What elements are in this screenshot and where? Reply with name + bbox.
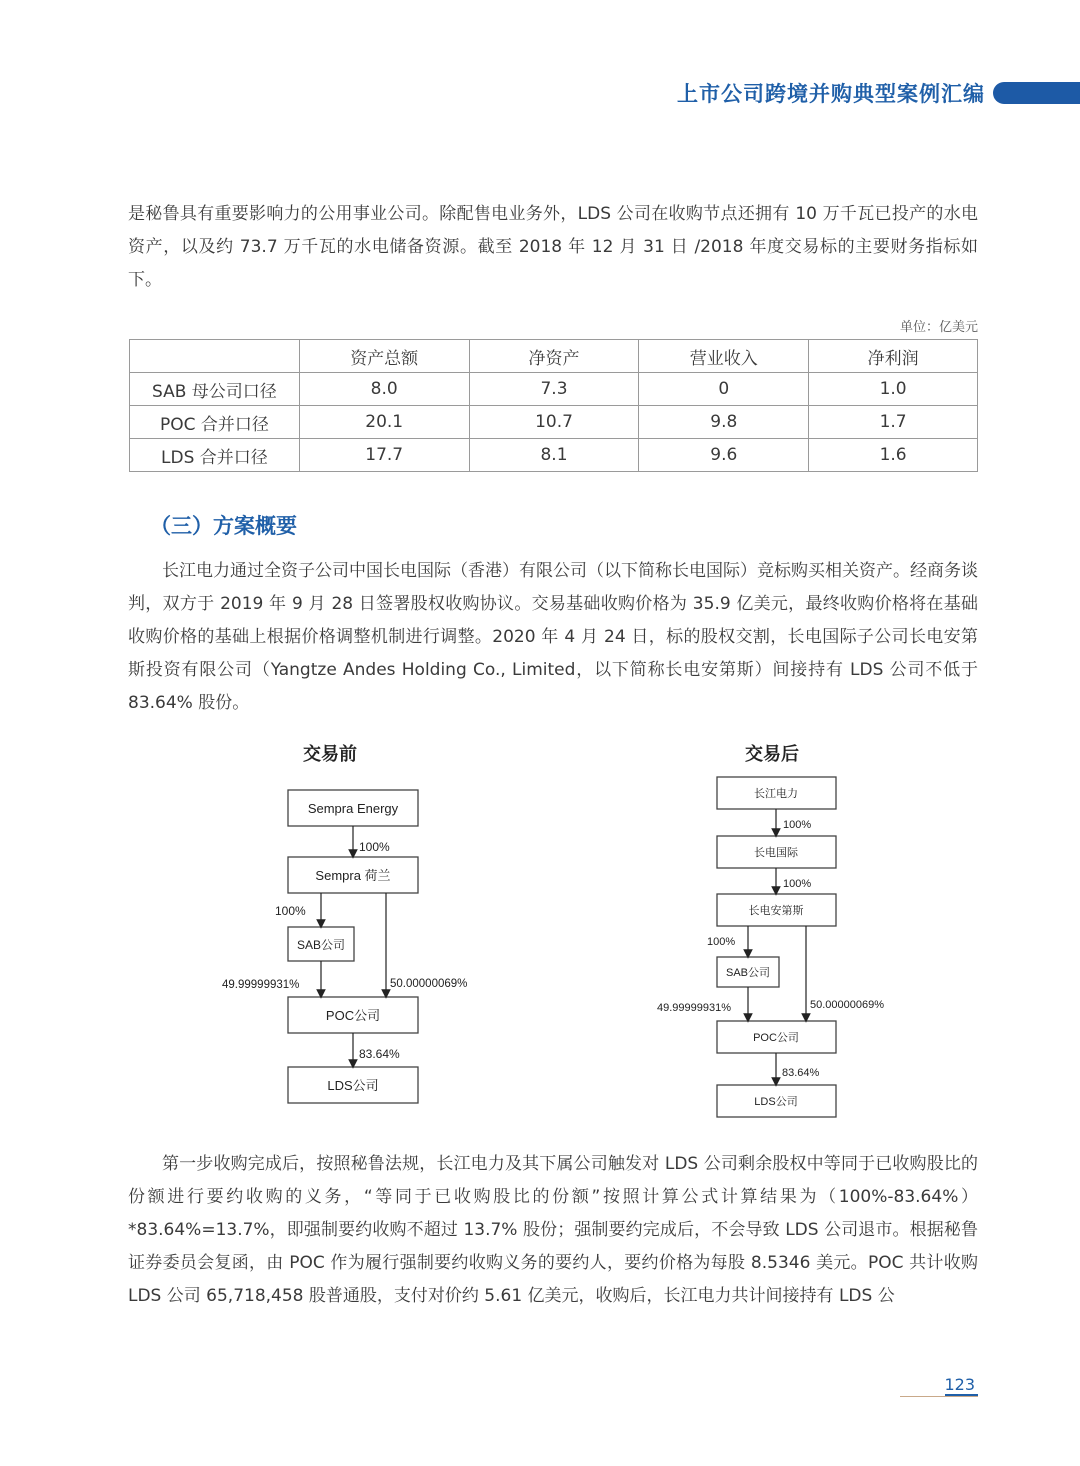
node-cypi-label: 长电国际	[754, 847, 798, 859]
page-number: 123	[944, 1375, 975, 1394]
table-cell: SAB 母公司口径	[130, 373, 300, 406]
edge-label: 83.64%	[359, 1047, 400, 1061]
paragraph-plan: 长江电力通过全资子公司中国长电国际（香港）有限公司（以下简称长电国际）竞标购买相关资产。经商务谈判，双方于 2019 年 9 月 28 日签署股权收购协议。交易基础收购价格为 35.9 亿美元，最终收购价格将在基础收购价格的基础上根据价格调整机制进行调整。2020 年 4 月 24 日，标的股权交割，长电国际子公司长电安第斯投资有限公司（Yangtze Andes Holding Co., Limited，以下简称长电安第斯）间接持有 LDS 公司不低于 83.64% 股份。	[128, 561, 978, 713]
edge-label: 100%	[359, 840, 390, 854]
node-poc-label: POC公司	[753, 1032, 799, 1044]
running-header-title: 上市公司跨境并购典型案例汇编	[677, 82, 985, 106]
table-cell: 20.1	[299, 406, 469, 439]
section-heading: （三）方案概要	[150, 514, 297, 538]
table-unit-label: 单位：亿美元	[899, 320, 978, 335]
table-cell: 1.0	[809, 373, 978, 406]
table-header-cell: 净利润	[809, 340, 978, 373]
edge-label: 50.00000069%	[390, 978, 468, 990]
footer-rule-accent	[945, 1394, 978, 1396]
node-poc-label: POC公司	[325, 1008, 381, 1023]
node-sempra-nl-label: Sempra 荷兰	[315, 868, 391, 883]
node-lds-label: LDS公司	[327, 1078, 379, 1093]
node-lds-label: LDS公司	[754, 1096, 798, 1108]
edge-label: 50.00000069%	[810, 999, 885, 1011]
edge-label: 83.64%	[782, 1067, 820, 1079]
table-cell: 8.1	[469, 439, 639, 472]
diagram-before-title: 交易前	[303, 744, 357, 764]
node-sab-label: SAB公司	[725, 967, 771, 979]
edge-label: 100%	[783, 819, 812, 831]
node-andes-label: 长电安第斯	[748, 905, 804, 917]
table-header-cell: 营业收入	[639, 340, 809, 373]
table-header-cell: 净资产	[469, 340, 639, 373]
table-cell: LDS 合并口径	[130, 439, 300, 472]
table-header-cell: 资产总额	[299, 340, 469, 373]
table-cell: 9.8	[639, 406, 809, 439]
table-cell: POC 合并口径	[130, 406, 300, 439]
paragraph-intro: 是秘鲁具有重要影响力的公用事业公司。除配售电业务外，LDS 公司在收购节点还拥有 10 万千瓦已投产的水电资产，以及约 73.7 万千瓦的水电储备资源。截至 2018 年 12 月 31 日 /2018 年度交易标的主要财务指标如下。	[128, 204, 978, 290]
node-cypc-label: 长江电力	[754, 788, 798, 800]
paragraph-tender-offer: 第一步收购完成后，按照秘鲁法规，长江电力及其下属公司触发对 LDS 公司剩余股权中等同于已收购股比的份额进行要约收购的义务，“等同于已收购股比的份额”按照计算公式计算结果为（100%-83.64%）*83.64%=13.7%，即强制要约收购不超过 13.7% 股份；强制要约完成后，不会导致 LDS 公司退市。根据秘鲁证券委员会复函，由 POC 作为履行强制要约收购义务的要约人，要约价格为每股 8.5346 美元。POC 共计收购 LDS 公司 65,718,458 股普通股，支付对价约 5.61 亿美元，收购后，长江电力共计间接持有 LDS 公	[128, 1154, 978, 1306]
table-cell: 1.7	[809, 406, 978, 439]
table-cell: 10.7	[469, 406, 639, 439]
table-cell: 1.6	[809, 439, 978, 472]
table-cell: 7.3	[469, 373, 639, 406]
node-sempra-energy-label: Sempra Energy	[307, 801, 399, 816]
edge-label: 49.99999931%	[222, 979, 300, 991]
edge-label: 100%	[707, 936, 736, 948]
table-cell: 17.7	[299, 439, 469, 472]
footer-rule	[900, 1396, 978, 1397]
diagram-after	[657, 743, 884, 1117]
edge-label: 49.99999931%	[657, 1002, 732, 1014]
node-sab-label: SAB公司	[296, 938, 346, 952]
diagram-before	[222, 743, 467, 1103]
table-cell: 9.6	[639, 439, 809, 472]
table-cell: 8.0	[299, 373, 469, 406]
edge-label: 100%	[275, 904, 306, 918]
table-cell: 0	[639, 373, 809, 406]
edge-label: 100%	[783, 878, 812, 890]
diagram-after-title: 交易后	[745, 744, 799, 764]
